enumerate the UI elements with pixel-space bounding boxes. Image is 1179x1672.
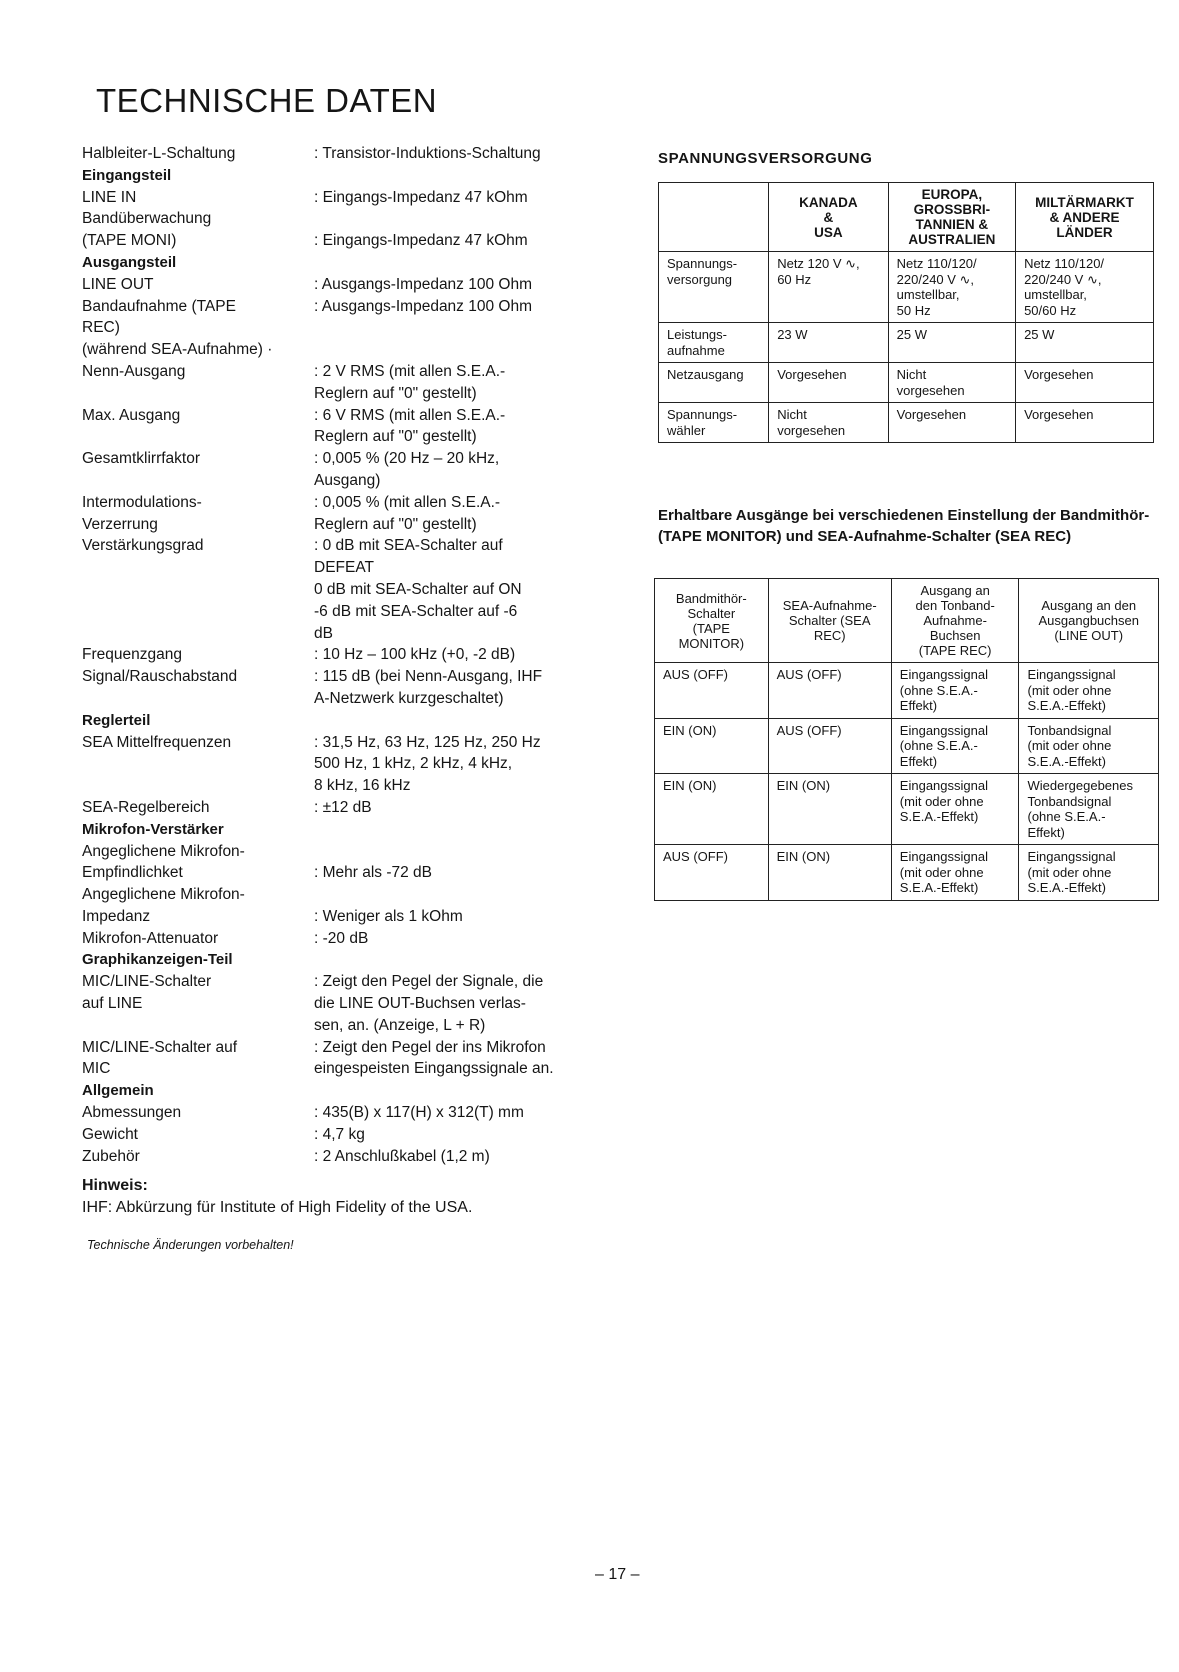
spec-value: : Ausgangs-Impedanz 100 Ohm <box>314 275 532 293</box>
column-header: KANADA & USA <box>769 183 888 252</box>
spec-value <box>310 252 642 274</box>
table-cell: Netzausgang <box>659 363 769 403</box>
spec-value: : Eingangs-Impedanz 47 kOhm <box>314 232 528 250</box>
spec-value: : 0,005 % (mit allen S.E.A.- Reglern auf "0" gestellt) <box>314 493 501 533</box>
spec-section-heading <box>82 949 642 971</box>
spec-section-heading <box>82 1080 642 1102</box>
spec-value: : 0,005 % (20 Hz – 20 kHz, Ausgang) <box>314 450 500 489</box>
footer-note: Technische Änderungen vorbehalten! <box>87 1238 294 1252</box>
table-cell: Eingangssignal (mit oder ohne S.E.A.-Effekt) <box>1019 845 1159 901</box>
table-row <box>655 663 1159 719</box>
spec-row <box>82 1102 642 1124</box>
spec-label: Halbleiter-L-Schaltung <box>82 145 236 162</box>
spec-row <box>82 296 642 340</box>
spec-value: : 2 Anschlußkabel (1,2 m) <box>314 1147 490 1165</box>
table-cell: Nicht vorgesehen <box>769 403 888 443</box>
column-header: EUROPA, GROSSBRI- TANNIEN & AUSTRALIEN <box>888 183 1015 252</box>
note <box>82 1175 472 1219</box>
table-cell: Wiedergegebenes Tonbandsignal (ohne S.E.A.- Effekt) <box>1019 774 1159 845</box>
spec-value: : Eingangs-Impedanz 47 kOhm <box>314 188 528 206</box>
table-cell: Tonbandsignal (mit oder ohne S.E.A.-Effekt) <box>1019 718 1159 774</box>
table-cell: EIN (ON) <box>655 718 769 774</box>
spec-section-heading <box>82 819 642 841</box>
table-cell: Eingangssignal (mit oder ohne S.E.A.-Effekt) <box>891 845 1019 901</box>
spec-value <box>310 710 642 732</box>
spec-row <box>82 535 642 644</box>
spec-row <box>82 492 642 536</box>
table-cell: Eingangssignal (ohne S.E.A.- Effekt) <box>891 718 1019 774</box>
output-table-title: Erhaltbare Ausgänge bei verschiedenen Einstellung der Bandmithör- (TAPE MONITOR) und SEA-Aufnahme-Schalter (SEA REC) <box>658 507 1150 545</box>
spec-label: MIC/LINE-Schalter auf MIC <box>82 1038 238 1078</box>
spec-label: Bandüberwachung (TAPE MONI) <box>82 210 212 250</box>
spec-label: (während SEA-Aufnahme) · <box>82 341 273 359</box>
spec-label: Gesamtklirrfaktor <box>82 450 200 468</box>
spec-label: Mikrofon-Attenuator <box>82 929 219 947</box>
spec-row <box>82 143 642 165</box>
table-cell: EIN (ON) <box>655 774 769 845</box>
table-cell: AUS (OFF) <box>768 718 891 774</box>
spec-value: : Mehr als -72 dB <box>314 864 433 882</box>
section-heading: Mikrofon-Verstärker <box>82 820 224 838</box>
column-header: MILTÄRMARKT & ANDERE LÄNDER <box>1016 183 1154 252</box>
note-text: IHF: Abkürzung für Institute of High Fidelity of the USA. <box>82 1199 473 1216</box>
spec-label: LINE IN <box>82 188 137 206</box>
column-header <box>659 183 769 252</box>
spec-list <box>82 143 642 1167</box>
spec-row <box>82 928 642 950</box>
table-cell: Eingangssignal (mit oder ohne S.E.A.-Effekt) <box>1019 663 1159 719</box>
spec-row <box>82 841 642 885</box>
spec-row <box>82 361 642 405</box>
table-row <box>659 252 1154 323</box>
spec-row <box>82 405 642 449</box>
note-heading: Hinweis: <box>82 1177 148 1194</box>
spec-row <box>82 1146 642 1168</box>
table-cell: Vorgesehen <box>769 363 888 403</box>
section-heading: Eingangsteil <box>82 166 172 184</box>
spec-value: : Ausgangs-Impedanz 100 Ohm <box>314 297 532 315</box>
spec-label: Angeglichene Mikrofon- Impedanz <box>82 886 245 925</box>
section-heading: Reglerteil <box>82 711 151 729</box>
table-cell: AUS (OFF) <box>655 663 769 719</box>
spec-value: : 0 dB mit SEA-Schalter auf DEFEAT 0 dB mit SEA-Schalter auf ON -6 dB mit SEA-Schalter auf -6 dB <box>314 537 522 642</box>
table-cell: Vorgesehen <box>1016 363 1154 403</box>
spec-label: Angeglichene Mikrofon- Empfindlichket <box>82 842 245 882</box>
spec-row <box>82 274 642 296</box>
table-cell: Eingangssignal (mit oder ohne S.E.A.-Effekt) <box>891 774 1019 845</box>
table-cell: 25 W <box>1016 323 1154 363</box>
column-header: SEA-Aufnahme- Schalter (SEA REC) <box>768 579 891 663</box>
spec-label: SEA Mittelfrequenzen <box>82 733 232 751</box>
power-table <box>658 182 1154 443</box>
spec-row <box>82 187 642 209</box>
spec-value: : Zeigt den Pegel der ins Mikrofon eingespeisten Eingangssignale an. <box>314 1038 554 1078</box>
table-cell: EIN (ON) <box>768 845 891 901</box>
spec-row <box>82 448 642 492</box>
spec-value: : 31,5 Hz, 63 Hz, 125 Hz, 250 Hz 500 Hz, 1 kHz, 2 kHz, 4 kHz, 8 kHz, 16 kHz <box>314 733 541 795</box>
output-table <box>654 578 1159 901</box>
spec-value <box>310 819 642 841</box>
page-number: – 17 – <box>595 1566 640 1583</box>
spec-value: : 10 Hz – 100 kHz (+0, -2 dB) <box>314 646 516 664</box>
table-cell: Netz 120 V ∿, 60 Hz <box>769 252 888 323</box>
table-cell: EIN (ON) <box>768 774 891 845</box>
spec-label: Verstärkungsgrad <box>82 537 204 555</box>
spec-section-heading <box>82 710 642 732</box>
table-row <box>655 718 1159 774</box>
spec-value: : 2 V RMS (mit allen S.E.A.- Reglern auf "0" gestellt) <box>314 362 506 402</box>
column-header: Bandmithör- Schalter (TAPE MONITOR) <box>655 579 769 663</box>
column-header: Ausgang an den Tonband- Aufnahme- Buchsen (TAPE REC) <box>891 579 1019 663</box>
spec-value <box>310 1080 642 1102</box>
table-cell: 25 W <box>888 323 1015 363</box>
spec-row <box>82 208 642 252</box>
spec-label: LINE OUT <box>82 275 154 293</box>
spec-label: Gewicht <box>82 1125 138 1143</box>
spec-row <box>82 644 642 666</box>
spec-row <box>82 971 642 1036</box>
spec-label: Nenn-Ausgang <box>82 362 186 380</box>
section-heading: Allgemein <box>82 1082 154 1100</box>
table-cell: Spannungs- wähler <box>659 403 769 443</box>
table-row <box>659 403 1154 443</box>
table-cell: Netz 110/120/ 220/240 V ∿, umstellbar, 50/60 Hz <box>1016 252 1154 323</box>
spec-value: : 115 dB (bei Nenn-Ausgang, IHF A-Netzwerk kurzgeschaltet) <box>314 668 543 707</box>
spec-label: SEA-Regelbereich <box>82 798 210 816</box>
table-cell: Eingangssignal (ohne S.E.A.- Effekt) <box>891 663 1019 719</box>
table-header-row <box>655 579 1159 663</box>
spec-section-heading <box>82 165 642 187</box>
spec-section-heading <box>82 252 642 274</box>
table-row <box>655 774 1159 845</box>
table-cell: Vorgesehen <box>1016 403 1154 443</box>
table-cell: AUS (OFF) <box>768 663 891 719</box>
power-table-title: SPANNUNGSVERSORGUNG <box>658 150 873 167</box>
spec-row <box>82 339 642 361</box>
table-cell: Spannungs- versorgung <box>659 252 769 323</box>
table-cell: Nicht vorgesehen <box>888 363 1015 403</box>
page-title: TECHNISCHE DATEN <box>96 82 438 119</box>
spec-label: Bandaufnahme (TAPE REC) <box>82 297 236 337</box>
spec-value <box>310 339 642 361</box>
spec-value <box>310 949 642 971</box>
table-cell: Vorgesehen <box>888 403 1015 443</box>
table-cell: 23 W <box>769 323 888 363</box>
spec-row <box>82 884 642 928</box>
spec-value: : -20 dB <box>314 929 369 947</box>
spec-value: : Transistor-Induktions-Schaltung <box>314 145 541 162</box>
spec-value: : Zeigt den Pegel der Signale, die die LINE OUT-Buchsen verlas- sen, an. (Anzeige, L + R) <box>314 973 544 1034</box>
spec-label: Abmessungen <box>82 1104 182 1122</box>
spec-label: MIC/LINE-Schalter auf LINE <box>82 973 212 1013</box>
spec-value: : ±12 dB <box>314 798 372 816</box>
spec-label: Max. Ausgang <box>82 406 181 424</box>
spec-row <box>82 732 642 797</box>
spec-label: Zubehör <box>82 1147 140 1165</box>
spec-row <box>82 797 642 819</box>
spec-value: : Weniger als 1 kOhm <box>314 907 463 925</box>
table-row <box>659 363 1154 403</box>
spec-value: : 6 V RMS (mit allen S.E.A.- Reglern auf "0" gestellt) <box>314 406 506 446</box>
table-row <box>655 845 1159 901</box>
spec-label: Frequenzgang <box>82 646 182 664</box>
spec-value <box>310 165 642 187</box>
section-heading: Graphikanzeigen-Teil <box>82 951 233 969</box>
table-cell: AUS (OFF) <box>655 845 769 901</box>
spec-value: : 435(B) x 117(H) x 312(T) mm <box>314 1104 524 1122</box>
spec-row <box>82 666 642 710</box>
section-heading: Ausgangsteil <box>82 253 177 271</box>
table-cell: Netz 110/120/ 220/240 V ∿, umstellbar, 50 Hz <box>888 252 1015 323</box>
spec-label: Intermodulations- Verzerrung <box>82 493 202 533</box>
table-header-row <box>659 183 1154 252</box>
column-header: Ausgang an den Ausgangbuchsen (LINE OUT) <box>1019 579 1159 663</box>
table-cell: Leistungs- aufnahme <box>659 323 769 363</box>
table-row <box>659 323 1154 363</box>
spec-row <box>82 1037 642 1081</box>
spec-value: : 4,7 kg <box>314 1125 365 1143</box>
spec-row <box>82 1124 642 1146</box>
spec-label: Signal/Rauschabstand <box>82 668 238 686</box>
